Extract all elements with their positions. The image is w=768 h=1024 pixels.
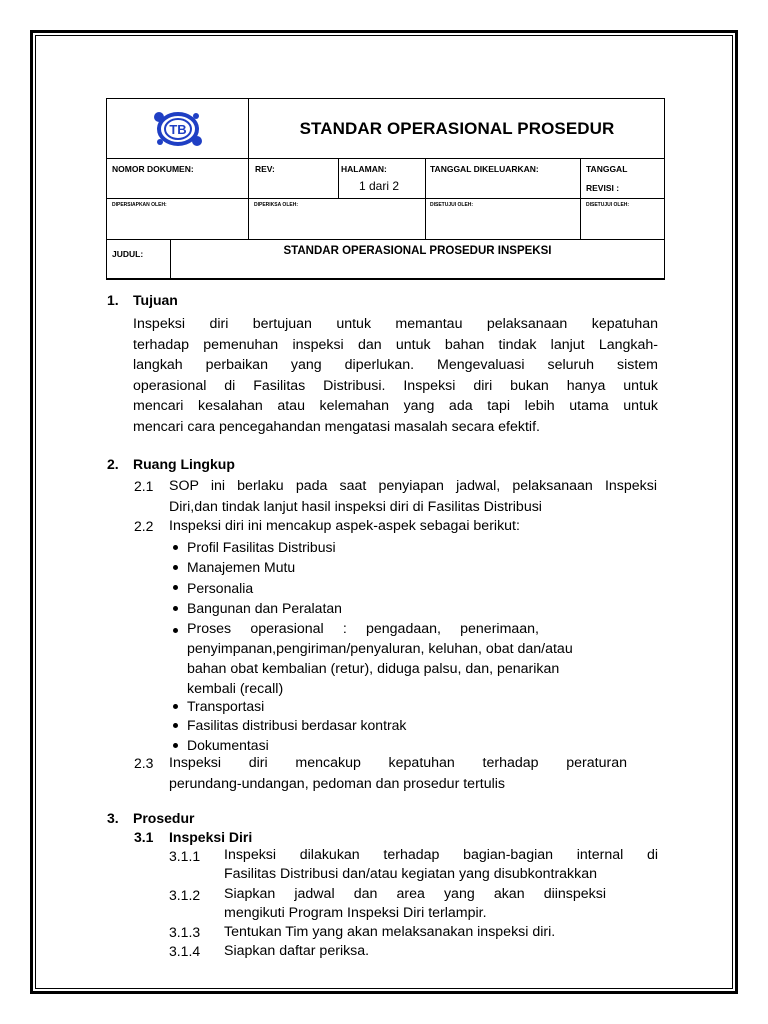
judul-label: JUDUL:: [112, 249, 144, 259]
text-line: operasional di Fasilitas Distribusi. Inspeksi diri bukan hanya untuk: [133, 377, 658, 394]
nomor-dokumen-label: NOMOR DOKUMEN:: [112, 164, 194, 174]
section-2-title: Ruang Lingkup: [133, 456, 235, 472]
section-3-number: 3.: [107, 810, 119, 826]
bullet-item: Transportasi: [187, 698, 265, 714]
item-2-1-number: 2.1: [134, 478, 154, 494]
bullet-item: Dokumentasi: [187, 737, 269, 753]
bullet-item: Bangunan dan Peralatan: [187, 600, 342, 616]
text-line: Siapkan daftar periksa.: [224, 943, 370, 959]
bullet-item-multiline: [187, 619, 539, 639]
text-line: terhadap pemenuhan inspeksi dan untuk bahan tindak lanjut Langkah-: [133, 336, 658, 353]
section-3-title: Prosedur: [133, 810, 195, 826]
company-logo: [107, 99, 248, 158]
item-2-2-text: [169, 516, 657, 537]
text-line: perundang-undangan, pedoman dan prosedur tertulis: [169, 775, 506, 792]
item-3-1-2-text: [224, 885, 606, 923]
document-header-table: [106, 98, 665, 280]
text-line: mencari kesalahan atau kelemahan yang ada tapi lebih utama untuk: [133, 398, 658, 414]
section-1-paragraph: [133, 314, 658, 437]
item-3-1-4-number: 3.1.4: [169, 943, 201, 959]
text-line: Inspeksi diri mencakup kepatuhan terhadap peraturan: [169, 755, 627, 771]
judul-value: STANDAR OPERASIONAL PROSEDUR INSPEKSI: [283, 245, 552, 257]
halaman-value: 1 dari 2: [359, 179, 400, 193]
halaman-label: HALAMAN:: [341, 164, 387, 174]
text-line: bahan obat kembalian (retur), diduga palsu, dan, penarikan: [187, 661, 560, 677]
bullet-dot-icon: [173, 743, 178, 748]
text-line: Proses operasional : pengadaan, penerimaan,: [187, 621, 539, 637]
text-line: Diri,dan tindak lanjut hasil inspeksi diri di Fasilitas Distribusi: [169, 498, 542, 515]
bullet-dot-icon: [173, 628, 178, 633]
bullet-item: Personalia: [187, 580, 254, 596]
item-2-1-text: [169, 476, 657, 517]
tb-logo-icon: [146, 107, 210, 151]
diperiksa-label: DIPERIKSA OLEH:: [254, 202, 298, 208]
text-line: Inspeksi diri ini mencakup aspek-aspek sebagai berikut:: [169, 518, 520, 534]
dipersiapkan-label: DIPERSIAPKAN OLEH:: [112, 202, 167, 208]
document-title: STANDAR OPERASIONAL PROSEDUR: [299, 118, 615, 138]
bullet-dot-icon: [173, 723, 178, 728]
text-line: kembali (recall): [187, 681, 284, 697]
tanggal-revisi-label-1: TANGGAL: [586, 164, 628, 174]
text-line: mencari cara pencegahandan mengatasi masalah secara efektif.: [133, 418, 540, 435]
item-3-1-3-number: 3.1.3: [169, 924, 201, 940]
text-line: mengikuti Program Inspeksi Diri terlampir.: [224, 905, 487, 921]
bullet-dot-icon: [173, 704, 178, 709]
section-1-number: 1.: [107, 292, 119, 308]
text-line: Fasilitas Distribusi dan/atau kegiatan yang disubkontrakkan: [224, 866, 598, 882]
bullet-dot-icon: [173, 565, 178, 570]
svg-text:TB: TB: [168, 121, 187, 137]
item-3-1-1-text: [224, 846, 658, 884]
item-3-1-1-number: 3.1.1: [169, 848, 201, 864]
rev-label: REV:: [255, 164, 275, 174]
item-3-1-2-number: 3.1.2: [169, 887, 201, 903]
bullet-dot-icon: [173, 545, 178, 550]
section-3-1-title: Inspeksi Diri: [169, 829, 253, 845]
bullet-item: Fasilitas distribusi berdasar kontrak: [187, 717, 407, 733]
text-line: SOP ini berlaku pada saat penyiapan jadwal, pelaksanaan Inspeksi: [169, 478, 657, 494]
disetujui-label-2: DISETUJUI OLEH:: [586, 202, 630, 208]
bullet-item-continuation: [187, 639, 657, 699]
text-line: Siapkan jadwal dan area yang akan diinspeksi: [224, 886, 606, 902]
item-2-2-number: 2.2: [134, 518, 154, 534]
section-3-1-number: 3.1: [134, 829, 154, 845]
tanggal-revisi-label-2: REVISI :: [586, 183, 620, 193]
section-1-title: Tujuan: [133, 292, 178, 308]
bullet-item: Profil Fasilitas Distribusi: [187, 539, 336, 555]
item-2-3-text: [169, 753, 627, 794]
text-line: penyimpanan,pengiriman/penyaluran, keluhan, obat dan/atau: [187, 641, 573, 657]
bullet-item: Manajemen Mutu: [187, 559, 296, 575]
bullet-dot-icon: [173, 585, 178, 590]
tanggal-dikeluarkan-label: TANGGAL DIKELUARKAN:: [430, 164, 539, 174]
text-line: Tentukan Tim yang akan melaksanakan inspeksi diri.: [224, 924, 556, 940]
item-3-1-3-text: [224, 922, 658, 943]
disetujui-label-1: DISETUJUI OLEH:: [430, 202, 474, 208]
text-line: Inspeksi dilakukan terhadap bagian-bagian internal di: [224, 847, 658, 863]
item-3-1-4-text: [224, 941, 658, 962]
item-2-3-number: 2.3: [134, 755, 154, 771]
bullet-dot-icon: [173, 606, 178, 611]
text-line: Inspeksi diri bertujuan untuk memantau pelaksanaan kepatuhan: [133, 316, 658, 332]
text-line: langkah perbaikan yang diperlukan. Mengevaluasi seluruh sistem: [133, 357, 658, 373]
section-2-number: 2.: [107, 456, 119, 472]
